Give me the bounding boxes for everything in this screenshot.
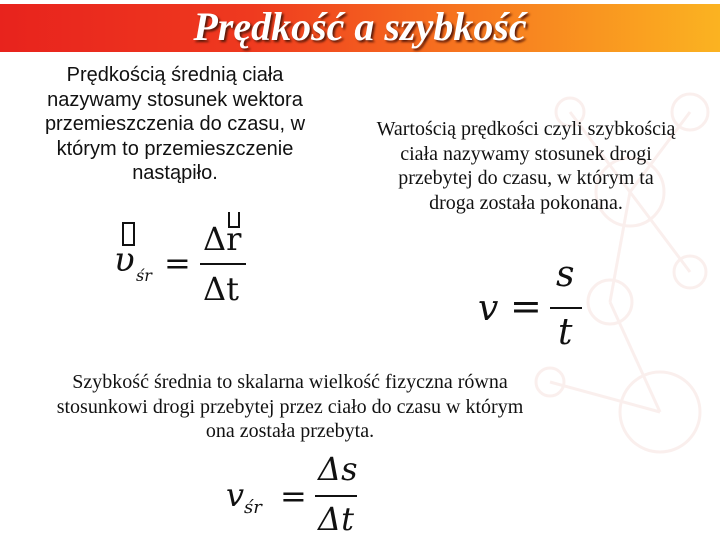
formula-2-numerator: s — [556, 254, 575, 295]
formula-3-subscript: śr — [244, 497, 262, 518]
formula-2-fraction-bar — [550, 307, 582, 309]
slide-title: Prędkość a szybkość — [193, 4, 527, 49]
formula-1-denominator: Δt — [203, 270, 239, 308]
formula-3-equals: = — [280, 477, 307, 515]
formula-3-numerator: Δs — [318, 450, 358, 488]
speed-definition: Wartością prędkości czyli szybkością ciała nazywamy stosunek drogi przebytej do czasu, w którym ta droga została pokonana. — [376, 118, 676, 214]
formula-1-fraction-bar — [200, 263, 246, 265]
formula-2-equals: = — [510, 284, 542, 328]
average-speed-definition: Szybkość średnia to skalarna wielkość fizyczna równa stosunkowi drogi przebytej przez ciało do czasu w którym ona została przebyta. — [56, 371, 524, 442]
formula-1-equals: = — [164, 244, 191, 282]
formula-3-lhs: v — [226, 476, 245, 514]
formula-3-denominator: Δt — [318, 500, 354, 538]
average-velocity-definition: Prędkością średnią ciała nazywamy stosunek wektora przemieszczenia do czasu, w którym to przemieszczenie nastąpiło. — [44, 64, 306, 184]
formula-3-fraction-bar — [315, 495, 357, 497]
formula-1-subscript: śr — [136, 266, 152, 285]
formula-1-lhs: υ — [114, 240, 135, 280]
formula-1-numerator: Δr — [203, 220, 242, 258]
formula-2-lhs: v — [478, 288, 499, 329]
formula-2-denominator: t — [558, 312, 573, 353]
